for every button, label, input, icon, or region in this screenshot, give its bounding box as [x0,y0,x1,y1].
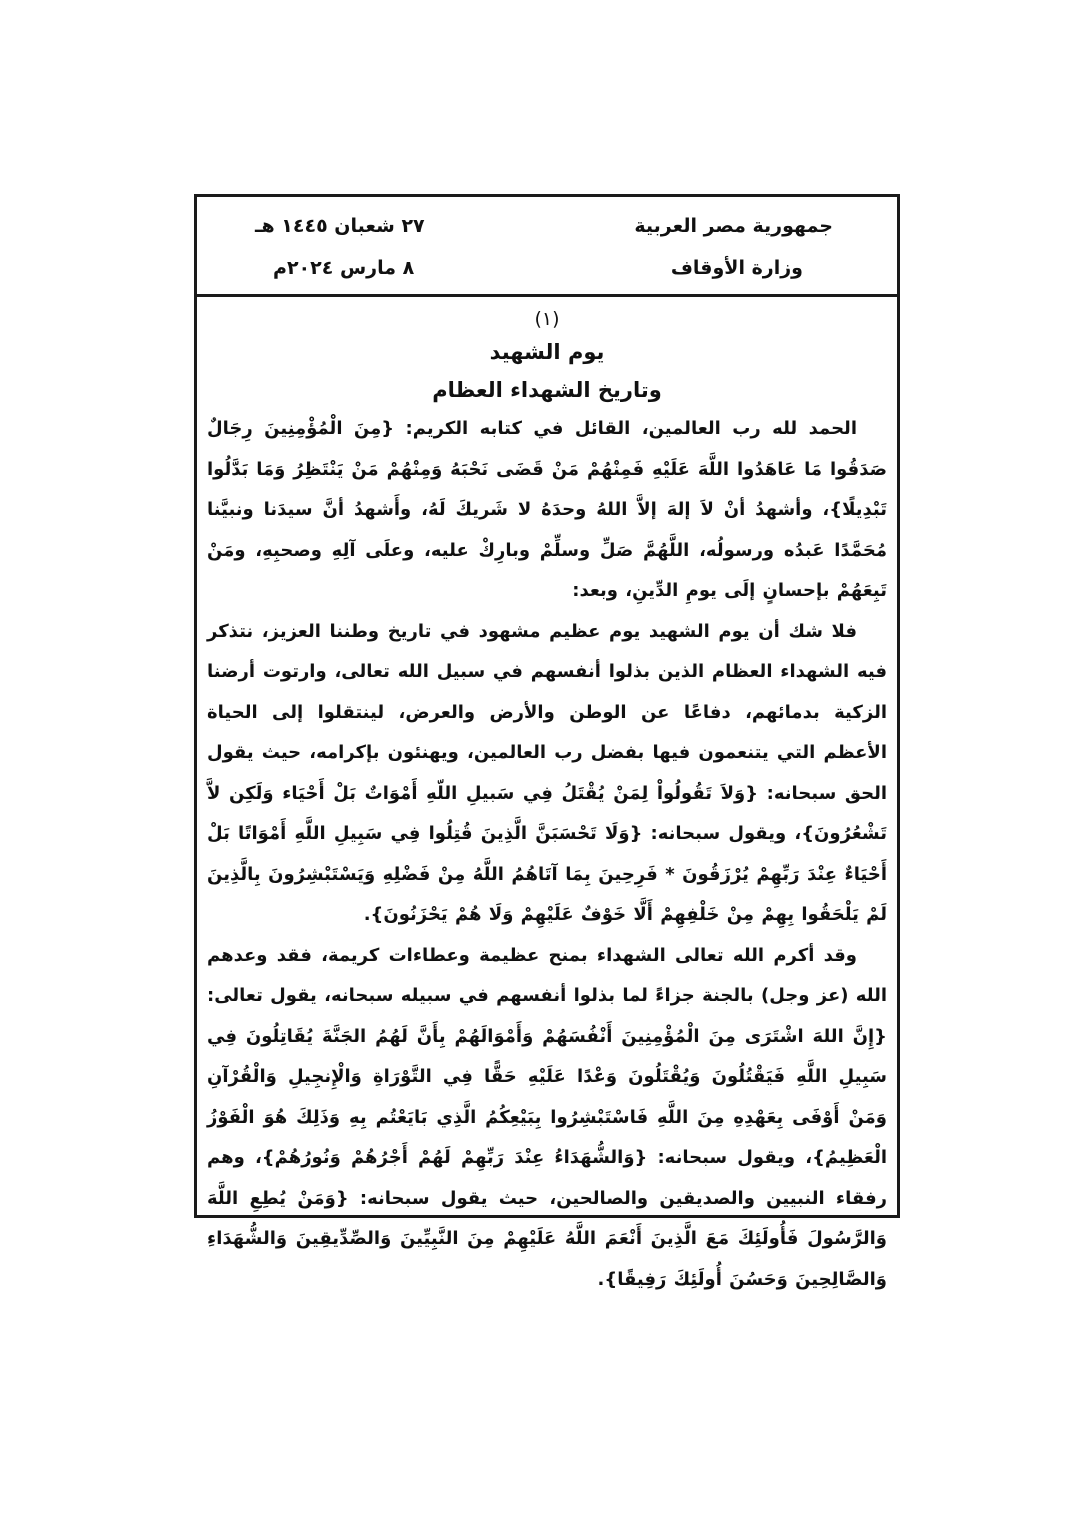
paragraph-martyr-day: فلا شك أن يوم الشهيد يوم عظيم مشهود في تاريخ وطننا العزيز، نتذكر فيه الشهداء العظام الذين بذلوا أنفسهم في سبيل الله تعالى، وارتوت أرضنا الزكية بدمائهم، دفاعًا عن الوطن والأرض والعرض، لينتقلوا إلى الحياة الأعظم التي يتنعمون فيها بفضل رب العالمين، ويهنئون بإكرامه، حيث يقول الحق سبحانه: {وَلاَ تَقُولُواْ لِمَنْ يُقْتَلُ فِي سَبيلِ اللّهِ أَمْوَاتٌ بَلْ أَحْيَاء وَلَكِن لاَّ تَشْعُرُونَ}، ويقول سبحانه: {وَلَا تَحْسَبَنَّ الَّذِينَ قُتِلُوا فِي سَبِيلِ اللَّهِ أَمْوَاتًا بَلْ أَحْيَاءٌ عِنْدَ رَبِّهِمْ يُرْزَقُونَ * فَرِحِينَ بِمَا آتَاهُمُ اللَّهُ مِنْ فَضْلِهِ وَيَسْتَبْشِرُونَ بِالَّذِينَ لَمْ يَلْحَقُوا بِهِمْ مِنْ خَلْفِهِمْ أَلَّا خَوْفٌ عَلَيْهِمْ وَلَا هُمْ يَحْزَنُونَ}. [207,620,887,925]
sermon-number: (١) [534,308,560,330]
gregorian-date: ٨ مارس ٢٠٢٤م [273,257,415,279]
paragraph-opening: الحمد لله رب العالمين، القائل في كتابه الكريم: {مِنَ الْمُؤْمِنِينَ رِجَالٌ صَدَقُوا مَا عَاهَدُوا اللَّهَ عَلَيْهِ فَمِنْهُمْ مَنْ قَضَى نَحْبَهُ وَمِنْهُمْ مَنْ يَنْتَظِرُ وَمَا بَدَّلُوا تَبْدِيلًا}، وأشهدُ أنْ لاَ إلهَ إلاَّ اللهُ وحدَهُ لا شَريكَ لَهُ، وأَشهدُ أنَّ سيدَنا ونبيَّنا مُحَمَّدًا عَبدُه ورسولُه، اللَّهُمَّ صَلِّ وسلِّمْ وبارِكْ عليه، وعلَى آلِهِ وصحبِهِ، ومَنْ تَبِعَهُمْ بإحسانٍ إلَى يومِ الدِّينِ، وبعد: [207,418,887,601]
sermon-title: يوم الشهيد [489,340,605,364]
hijri-date: ٢٧ شعبان ١٤٤٥ هـ [255,215,425,237]
sermon-subtitle: وتاريخ الشهداء العظام [432,378,662,402]
document-frame [194,194,900,1290]
sermon-body [207,305,887,1300]
ministry-name: وزارة الأوقاف [670,257,803,279]
country-name: جمهورية مصر العربية [634,215,833,237]
document-header [197,197,897,297]
paragraph-martyr-rewards: وقد أكرم الله تعالى الشهداء بمنح عظيمة وعطاءات كريمة، فقد وعدهم الله (عز وجل) بالجنة جزاءً لما بذلوا أنفسهم في سبيله سبحانه، يقول تعالى: {إِنَّ اللهَ اشْتَرَى مِنَ الْمُؤْمِنِينَ أَنْفُسَهُمْ وَأَمْوَالَهُمْ بِأَنَّ لَهُمُ الجَنَّةَ يُقَاتِلُونَ فِي سَبِيلِ اللَّهِ فَيَقْتُلُونَ وَيُقْتَلُونَ وَعْدًا عَلَيْهِ حَقًّا فِي التَّوْرَاةِ وَالْإِنجِيلِ وَالْقُرْآنِ وَمَنْ أَوْفَى بِعَهْدِهِ مِنَ اللَّهِ فَاسْتَبْشِرُوا بِبَيْعِكُمُ الَّذِي بَايَعْتُم بِهِ وَذَلِكَ هُوَ الْفَوْزُ الْعَظِيمُ}، ويقول سبحانه: {وَالشُّهَدَاءُ عِنْدَ رَبِّهِمْ لَهُمْ أَجْرُهُمْ وَنُورُهُمْ}، وهم رفقاء النبيين والصديقين والصالحين، حيث يقول سبحانه: {وَمَنْ يُطِعِ اللَّهَ وَالرَّسُولَ فَأُولَئِكَ مَعَ الَّذِينَ أَنْعَمَ اللَّهُ عَلَيْهِمْ مِنَ النَّبِيِّينَ وَالصِّدِّيقِينَ وَالشُّهَدَاءِ وَالصَّالِحِينَ وَحَسُنَ أُولَئِكَ رَفِيقًا}. [207,944,887,1290]
